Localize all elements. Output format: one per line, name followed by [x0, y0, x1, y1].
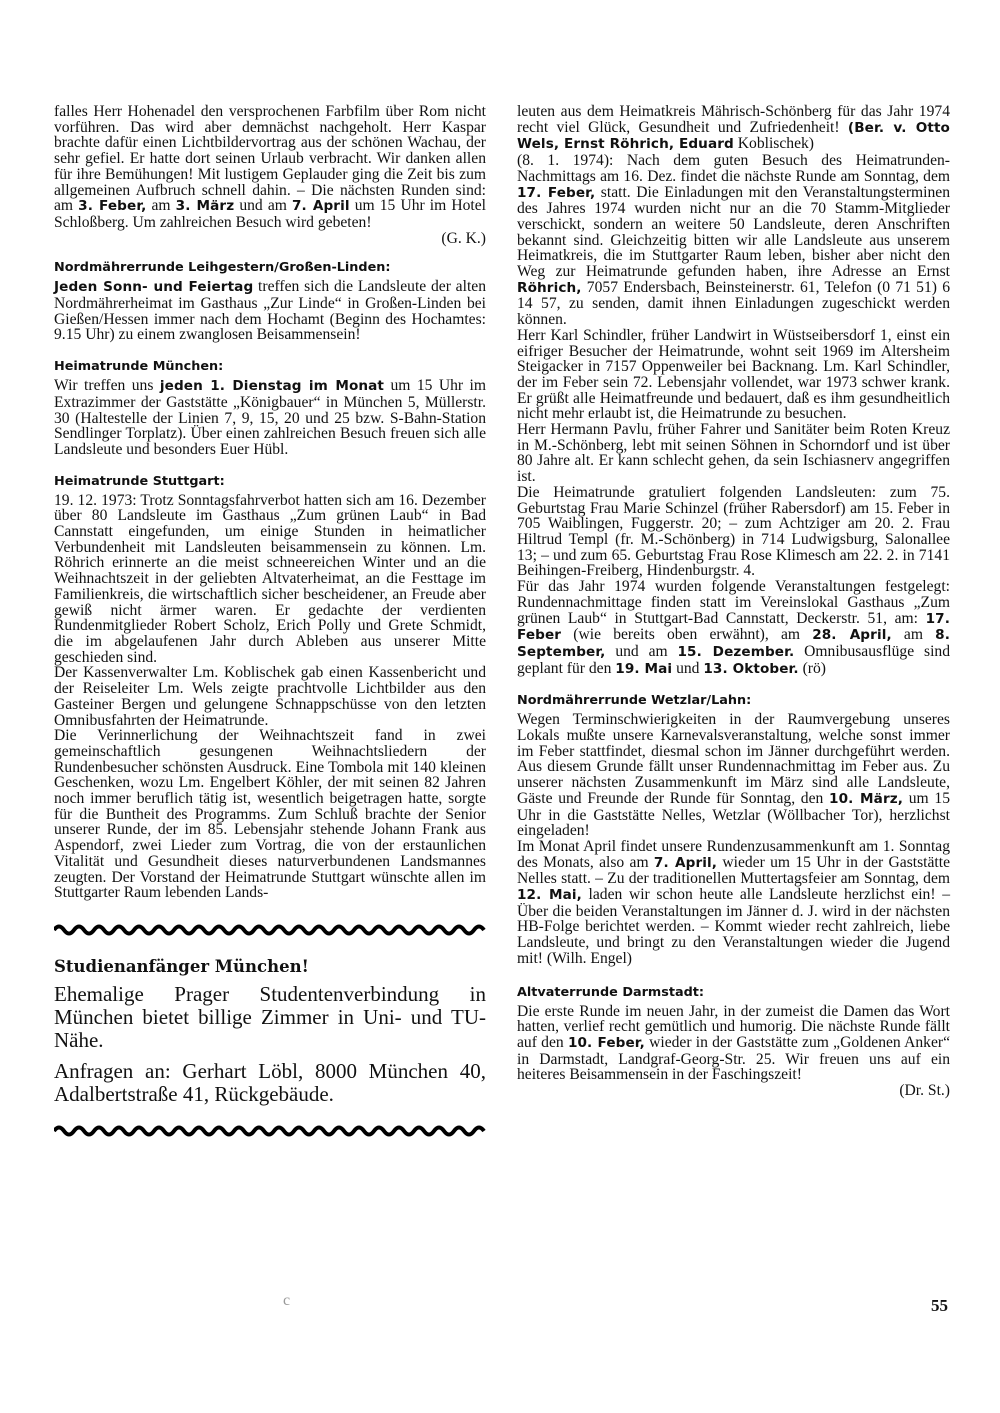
stuttgart-continuation: leuten aus dem Heimatkreis Mährisch-Schönberg für das Jahr 1974 recht viel Glück, Gesundheit und Zufriedenheit! (Ber. v. Otto Wels, Ernst Röhrich, Eduard Koblischek) — [517, 103, 950, 153]
leihgestern-paragraph: Jeden Sonn- und Feiertag treffen sich die Landsleute der alten Nordmährerheimat im Gasthaus „Zur Linde“ in Großen-Linden bei Gießen/Hessen immer nach dem Hochamt (Beginn des Hochamtes: 9.15 Uhr) zu einem zwanglosen Beisammensein! — [54, 278, 486, 344]
stuttgart-paragraph: 19. 12. 1973: Trotz Sonntagsfahrverbot hatten sich am 16. Dezember über 80 Landsleute im Gasthaus „Zum grünen Laub“ in Bad Cannstatt eingefunden, um einige Stunden in heimatlicher Verbundenheit mit Landsleuten beisammensein zu können. Lm. Röhrich erinnerte an die meist schneereichen Winter und an die Weihnachtszeit in der geliebten Altvaterheimat, an die Festtage im Familienkreis, die wirtschaftlich sicher bescheidener, an Freude aber gewiß nicht ärmer waren. Er gedachte der verdienten Rundenmitglieder Robert Scholz, Erich Polly und Grete Schmidt, die im abgelaufenen Jahr durch Ableben aus unserer Mitte geschieden sind. — [54, 491, 486, 666]
schindler-paragraph: Herr Karl Schindler, früher Landwirt in Wüstseibersdorf 1, einst ein eifriger Besucher der Heimatrunde, wohnt seit 1969 im Altersheim Steigacker in 7157 Oppenweiler bei Backnang. Lm. Karl Schindler, der im Feber sein 72. Lebensjahr vollendet, war 1973 schwer krank. Er grüßt alle Heimatfreunde und bedauert, daß es ihm gesundheitlich nicht mehr erlaubt ist, die Heimatrunde zu besuchen. — [517, 326, 950, 423]
date-highlight: 7. April — [291, 198, 350, 215]
wavy-divider-top — [54, 923, 490, 937]
signature: (G. K.) — [441, 229, 486, 247]
section-heading-wetzlar: Nordmährerrunde Wetzlar/Lahn: — [517, 693, 752, 709]
date-highlight: 3. Feber, — [78, 198, 147, 215]
wetzlar-paragraph: Wegen Terminschwierigkeiten in der Raumvergebung unseres Lokals mußte unsere Karnevalsveranstaltung, welche sonst immer im Feber stattfindet, diesmal schon im Jänner durchgeführt werden. Aus diesem Grunde fällt unser Rundennachmittag im Feber aus. Zu unserer nächsten Zusammenkunft im März sind alle Landsleute, Gäste und Freunde der Runde für Sonntag, den 10. März, um 15 Uhr in die Gaststätte Nelles, Wetzlar (Wöllbacher Tor), herzlichst eingeladen! — [517, 711, 950, 840]
section-heading-darmstadt: Altvaterrunde Darmstadt: — [517, 984, 704, 1000]
section-heading-leihgestern: Nordmährerrunde Leihgestern/Großen-Linden: — [54, 260, 391, 276]
right-column — [517, 104, 950, 1099]
darmstadt-paragraph: Die erste Runde im neuen Jahr, in der zumeist die Damen das Wort hatten, verlief recht gemütlich und humorig. Die nächste Runde fällt auf den 10. Feber, wieder in der Gaststätte zum „Goldenen Anker“ in Darmstadt, Landgraf-Georg-Str. 25. Wir freuen uns auf ein heiteres Beisammensein in der Faschingszeit! — [517, 1002, 950, 1084]
muenchen-paragraph: Wir treffen uns jeden 1. Dienstag im Monat um 15 Uhr im Extrazimmer der Gaststätte „Königbauer“ in München 5, Müllerstr. 30 (Haltestelle der Linien 7, 9, 15, 20 und 25 bzw. S-Bahn-Station Sendlinger Torplatz). Über einen zahlreichen Besuch freuen sich alle Landsleute und besonders Euer Hübl. — [54, 377, 486, 458]
page-number: 55 — [931, 1296, 948, 1315]
ad-title: Studienanfänger München! — [54, 956, 309, 976]
left-column — [54, 104, 486, 1138]
wavy-divider-bottom — [54, 1124, 490, 1138]
classified-ad — [54, 957, 486, 1106]
wetzlar-paragraph: Im Monat April findet unsere Rundenzusammenkunft am 1. Sonntag des Monats, also am 7. April, wieder um 15 Uhr in der Gaststätte Nelles statt. – Zu der traditionellen Muttertagsfeier am Sonntag, dem 12. Mai, laden wir schon heute alle Landsleute herzlichst ein! – Über die beiden Veranstaltungen im Jänner d. J. wird in der nächsten HB-Folge berichtet werden. – Kommt wieder recht zahlreich, liebe Landsleute, und bringt zu den Veranstaltungen wieder die Jugend mit! (Wilh. Engel) — [517, 837, 950, 967]
stuttgart-paragraph: Die Verinnerlichung der Weihnachtszeit fand in zwei gemeinschaftlich gesungenen Weihnachtsliedern der Rundenbesucher schönsten Ausdruck. Eine Tombola mit 140 kleinen Geschenken, wozu Lm. Engelbert Köhler, der mit seinen 82 Jahren noch immer beruflich tätig ist, wesentlich beigetragen hatte, sorgte für die Buntheit des Programms. Zum Schluß brachte der Senior unserer Runde, der im 85. Lebensjahr stehende Johann Frank aus Aspendorf, zwei Lieder zum Vortrag, die von der erstaunlichen Vitalität und Gesundheit dieses naturverbundenen Landsmannes zeugten. Der Vorstand der Heimatrunde Stuttgart wünschte allen im Stuttgarter Raum lebenden Lands- — [54, 727, 486, 902]
birthdays-paragraph: Die Heimatrunde gratuliert folgenden Landsleuten: zum 75. Geburtstag Frau Marie Schinzel (früher Rabersdorf) am 15. Feber in 705 Waiblingen, Fuggerstr. 20; – zum Achtziger am 20. 2. Frau Hiltrud Templ (fr. M.-Schönberg) in 714 Ludwigsburg, Salonallee 13; – und zum 65. Geburtstag Frau Rose Klimesch am 22. 2. in 7141 Beihingen-Freiberg, Hindenburgstr. 4. — [517, 483, 950, 580]
events-1974-paragraph: Für das Jahr 1974 wurden folgende Veranstaltungen festgelegt: Rundennachmittage finden statt im Vereinslokal Gasthaus „Zum grünen Laub“ in Stuttgart-Bad Cannstatt, Deckerstr. 51, am: 17. Feber (wie bereits oben erwähnt), am 28. April, am 8. September, und am 15. Dezember. Omnibusausflüge sind geplant für den 19. Mai und 13. Oktober. (rö) — [517, 578, 950, 677]
stray-print-mark: c — [283, 1292, 291, 1309]
date-highlight: 3. März — [175, 198, 235, 215]
intro-paragraph: falles Herr Hohenadel den versprochenen Farbfilm über Rom nicht vorführen. Das wird aber demnächst nachgeholt. Herr Kaspar brachte dafür einen Lichtbildervortrag aus der schönen Wachau, der sehr gefiel. Er hatte dort seinen Urlaub verbracht. Wir danken allen für ihre Bemühungen! Mit lustigem Geplauder ging die Zeit bis zum allgemeinen Aufbruch schnell dahin. – Die nächsten Runden sind: am 3. Feber, am 3. März und am 7. April um 15 Uhr im Hotel Schloßberg. Um zahlreichen Besuch wird gebeten! — [54, 103, 487, 231]
ad-body: Ehemalige Prager Studentenverbindung in München bietet billige Zimmer in Uni- und TU-Nähe. — [54, 981, 486, 1052]
january-report: (8. 1. 1974): Nach dem guten Besuch des Heimatrunden-Nachmittags am 16. Dez. findet die nächste Runde am Sonntag, dem 17. Feber, statt. Die Einladungen mit den Veranstaltungsterminen des Jahres 1974 wurden nicht nur an die 70 Stamm-Mitglieder verschickt, sondern an weitere 50 Landsleute, deren Anschriften bekannt sind. Gleichzeitig bitten wir alle Landsleute aus unserem Heimatkreis, die im Stuttgarter Raum leben, bisher aber nicht den Weg zur Heimatrunde gefunden haben, ihre Adresse an Ernst Röhrich, 7057 Endersbach, Beinsteinerstr. 61, Telefon (0 71 51) 6 14 57, zu senden, damit ihnen Einladungen zugeschickt werden können. — [517, 152, 951, 329]
signature: (Dr. St.) — [899, 1082, 950, 1100]
pavlu-paragraph: Herr Hermann Pavlu, früher Fahrer und Sanitäter beim Roten Kreuz in M.-Schönberg, lebt mit seinen Söhnen in Schorndorf und ist über 80 Jahre alt. Er kann schlecht gehen, da sein Ischiasnerv angegriffen ist. — [517, 421, 950, 486]
section-heading-stuttgart: Heimatrunde Stuttgart: — [54, 473, 225, 489]
stuttgart-paragraph: Der Kassenverwalter Lm. Koblischek gab einen Kassenbericht und der Reiseleiter Lm. Wels zeigte prachtvolle Lichtbilder aus den Gasteiner Bergen und gelungene Schnappschüsse von den letzten Omnibusfahrten der Heimatrunde. — [54, 664, 486, 729]
ad-contact: Anfragen an: Gerhart Löbl, 8000 München 40, Adalbertstraße 41, Rückgebäude. — [54, 1058, 486, 1106]
section-heading-muenchen: Heimatrunde München: — [54, 359, 224, 375]
